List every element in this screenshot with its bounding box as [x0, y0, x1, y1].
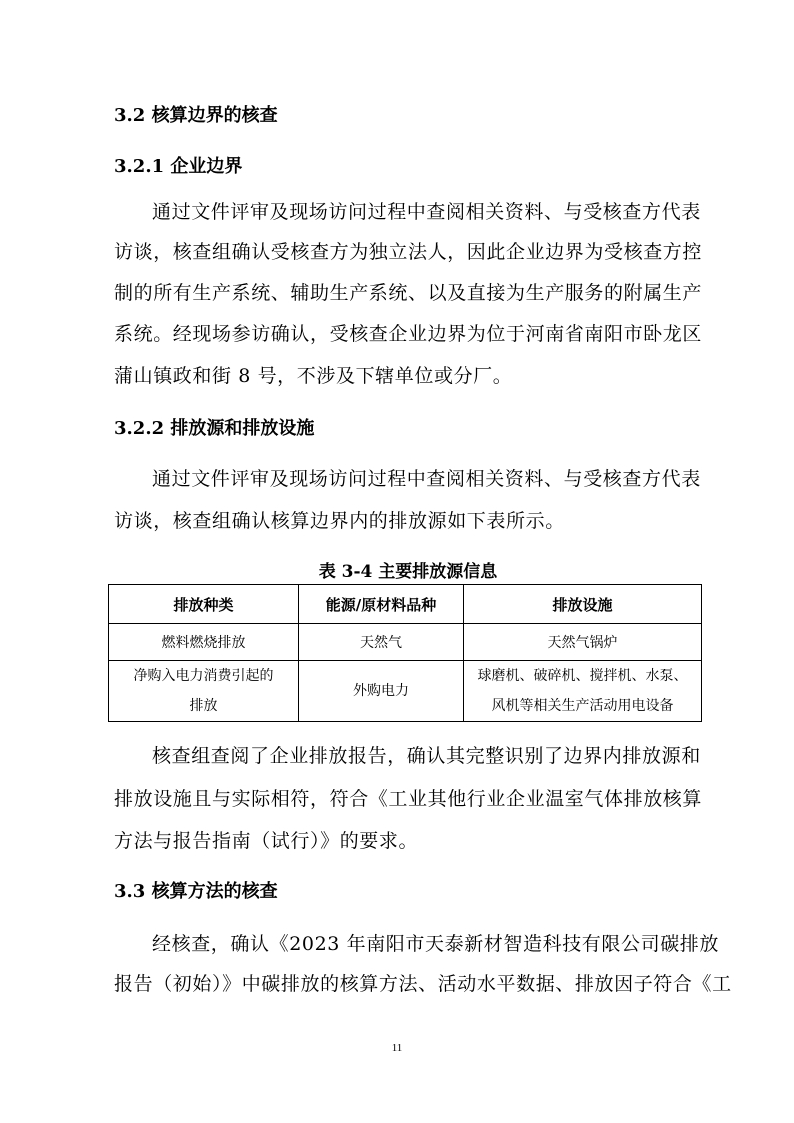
text-line: 系统。经现场参访确认，受核查企业边界为位于河南省南阳市卧龙区 — [114, 323, 703, 345]
page-number: 11 — [391, 1042, 403, 1054]
col-header-energy-material: 能源/原材料品种 — [299, 585, 464, 624]
cell-facility: 天然气锅炉 — [464, 624, 702, 661]
text-line: 报告（初始）》中碳排放的核算方法、活动水平数据、排放因子符合《工 — [114, 973, 732, 995]
emission-source-table — [108, 584, 702, 722]
heading-3-3: 3.3 核算方法的核查 — [114, 881, 278, 902]
table-header-row — [109, 585, 702, 624]
text-line: 访谈，核查组确认受核查方为独立法人，因此企业边界为受核查方控 — [114, 241, 703, 263]
table-caption: 表 3-4 主要排放源信息 — [318, 562, 498, 582]
text-line: 经核查，确认《2023 年南阳市天泰新材智造科技有限公司碳排放 — [152, 933, 719, 955]
text-line: 排放设施且与实际相符，符合《工业其他行业企业温室气体排放核算 — [114, 788, 703, 810]
text-line: 方法与报告指南（试行）》的要求。 — [114, 830, 419, 852]
col-header-facility: 排放设施 — [464, 585, 702, 624]
cell-line: 排放 — [189, 698, 218, 714]
text-line: 通过文件评审及现场访问过程中查阅相关资料、与受核查方代表 — [152, 201, 701, 223]
cell-line: 球磨机、破碎机、搅拌机、水泵、 — [477, 668, 688, 684]
table-row — [109, 624, 702, 661]
cell-energy: 天然气 — [299, 624, 464, 661]
table-row — [109, 661, 702, 722]
heading-3-2-2: 3.2.2 排放源和排放设施 — [114, 418, 315, 439]
cell-emission-type: 燃料燃烧排放 — [109, 624, 299, 661]
heading-3-2: 3.2 核算边界的核查 — [114, 105, 278, 126]
cell-line: 风机等相关生产活动用电设备 — [491, 698, 674, 714]
text-line: 制的所有生产系统、辅助生产系统、以及直接为生产服务的附属生产 — [114, 282, 703, 304]
cell-line: 净购入电力消费引起的 — [133, 668, 274, 684]
heading-3-2-1: 3.2.1 企业边界 — [114, 156, 243, 177]
col-header-emission-type: 排放种类 — [109, 585, 299, 624]
cell-emission-type — [109, 661, 299, 722]
cell-facility — [464, 661, 702, 722]
text-line: 通过文件评审及现场访问过程中查阅相关资料、与受核查方代表 — [152, 468, 701, 490]
cell-energy: 外购电力 — [299, 661, 464, 722]
text-line: 访谈，核查组确认核算边界内的排放源如下表所示。 — [114, 510, 565, 532]
text-line: 核查组查阅了企业排放报告，确认其完整识别了边界内排放源和 — [152, 745, 701, 767]
text-line: 蒲山镇政和街 8 号，不涉及下辖单位或分厂。 — [114, 365, 513, 387]
